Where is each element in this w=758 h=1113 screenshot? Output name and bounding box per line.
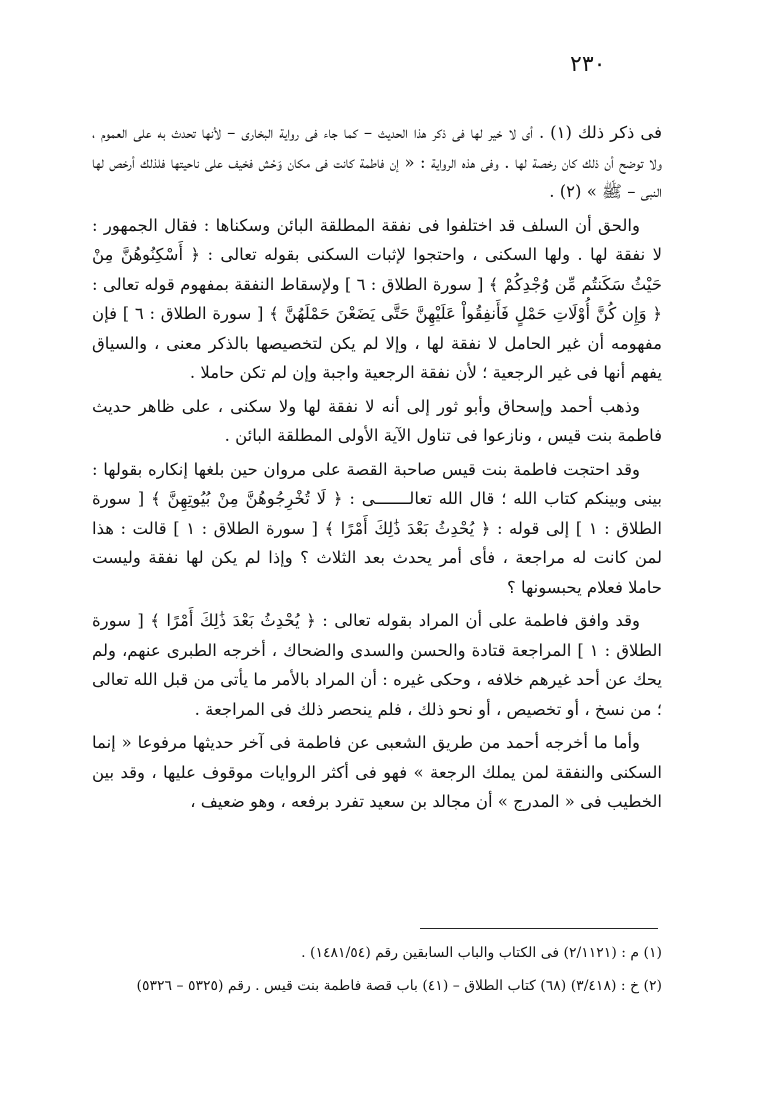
paragraph: وأما ما أخرجه أحمد من طريق الشعبى عن فاطمة فى آخر حديثها مرفوعا « إنما السكنى والنفقة لمن يملك الرجعة » فهو فى أكثر الروايات موقوف عليها ، وقد بين الخطيب فى « المدرج » أن مجالد بن سعيد تفرد برفعه ، وهو ضعيف ، bbox=[92, 733, 662, 811]
paragraph: والحق أن السلف قد اختلفوا فى نفقة المطلقة البائن وسكناها : فقال الجمهور : لا نفقة لها . ولها السكنى ، واحتجوا لإثبات السكنى بقوله تعالى : ﴿ أَسْكِنُوهُنَّ مِنْ حَيْثُ سَكَنتُم مِّن وُجْدِكُمْ ﴾ [ سورة الطلاق : ٦ ] ولإسقاط النفقة بمفهوم قوله تعالى : ﴿ وَإِن كُنَّ أُوْلَاتِ حَمْلٍ فَأَنفِقُواْ عَلَيْهِنَّ حَتَّى يَضَعْنَ حَمْلَهُنَّ ﴾ [ سورة الطلاق : ٦ ] فإن مفهومه أن غير الحامل لا نفقة لها ، وإلا لم يكن لتخصيصها بالذكر معنى ، والسياق يفهم أنها فى غير الرجعية ؛ لأن نفقة الرجعية واجبة وإن لم تكن حاملا . bbox=[92, 215, 662, 382]
paragraph: وذهب أحمد وإسحاق وأبو ثور إلى أنه لا نفقة لها ولا سكنى ، على ظاهر حديث فاطمة بنت قيس ، ونازعوا فى تناول الآية الأولى المطلقة البائن . bbox=[92, 396, 662, 445]
footnote: (١) م : (٢/١١٢١) فى الكتاب والباب السابقين رقم (١٤٨١/٥٤) . bbox=[301, 945, 662, 961]
footnotes bbox=[92, 940, 662, 1006]
paragraph: وقد وافق فاطمة على أن المراد بقوله تعالى : ﴿ يُحْدِثُ بَعْدَ ذَٰلِكَ أَمْرًا ﴾ [ سورة الطلاق : ١ ] المراجعة قتادة والحسن والسدى والضحاك ، أخرجه الطبرى عنهم، ولم يحك عن أحد غيرهم خلافه ، وحكى غيره : أن المراد بالأمر ما يأتى من قبل الله تعالى ؛ من نسخ ، أو تخصيص ، أو نحو ذلك ، فلم ينحصر ذلك فى المراجعة . bbox=[92, 611, 662, 719]
footnote: (٢) خ : (٣/٤١٨) (٦٨) كتاب الطلاق – (٤١) باب قصة فاطمة بنت قيس . رقم (٥٣٢٥ – ٥٣٢٦) bbox=[136, 978, 662, 994]
main-text bbox=[92, 118, 662, 821]
paragraph: وقد احتجت فاطمة بنت قيس صاحبة القصة على مروان حين بلغها إنكاره بقولها : بينى وبينكم كتاب الله ؛ قال الله تعالـــــــى : ﴿ لَا تُخْرِجُوهُنَّ مِنْ بُيُوتِهِنَّ ﴾ [ سورة الطلاق : ١ ] إلى قوله : ﴿ يُحْدِثُ بَعْدَ ذَٰلِكَ أَمْرًا ﴾ [ سورة الطلاق : ١ ] قالت : هذا لمن كانت له مراجعة ، فأى أمر يحدث بعد الثلاث ؟ وإذا لم يكن لها نفقة وليست حاملا فعلام يحبسونها ؟ bbox=[92, 459, 662, 597]
footnote-divider bbox=[420, 928, 658, 929]
paragraph: فى ذكر ذلك (١) . أى لا خير لها فى ذكر هذا الحديث – كما جاء فى رواية البخارى – لأنها تحدث به على العموم ، ولا توضح أن ذلك كان رخصة لها . وفى هذه الرواية : « إن فاطمة كانت فى مكان وَحْش فخيف على ناحيتها فلذلك أرخص لها النبى – ﷺ » (٢) . bbox=[92, 123, 662, 201]
page-number: ٢٣٠ bbox=[570, 52, 606, 77]
